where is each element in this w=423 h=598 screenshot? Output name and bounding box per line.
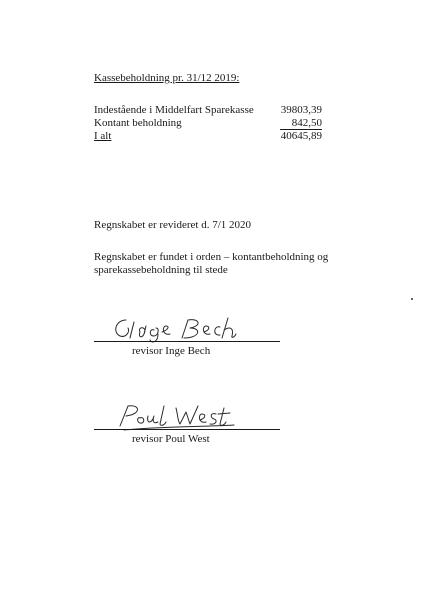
balance-label: Kontant beholdning <box>94 117 182 129</box>
balance-table <box>94 104 322 143</box>
balance-amount: 842,50 <box>280 117 322 130</box>
handwritten-signature-inge-bech <box>104 312 264 344</box>
signature-caption: revisor Poul West <box>132 433 210 445</box>
balance-row-cash <box>94 117 322 130</box>
balance-amount: 39803,39 <box>280 104 322 116</box>
signature-line <box>94 429 280 430</box>
balance-row-bank <box>94 104 322 117</box>
balance-heading: Kassebeholdning pr. 31/12 2019: <box>94 72 240 84</box>
balance-row-total <box>94 130 322 143</box>
revision-date-text: Regnskabet er revideret d. 7/1 2020 <box>94 219 252 231</box>
signature-line <box>94 341 280 342</box>
balance-label: Indestående i Middelfart Sparekasse <box>94 104 254 116</box>
signature-caption: revisor Inge Bech <box>132 345 211 357</box>
revision-note-text: Regnskabet er fundet i orden – kontantbeholdning og sparekassebeholdning til stede <box>94 251 329 276</box>
handwritten-signature-poul-west <box>104 400 264 432</box>
balance-total-label: I alt <box>94 130 112 142</box>
scan-speck <box>411 298 413 300</box>
balance-total-amount: 40645,89 <box>280 130 322 142</box>
